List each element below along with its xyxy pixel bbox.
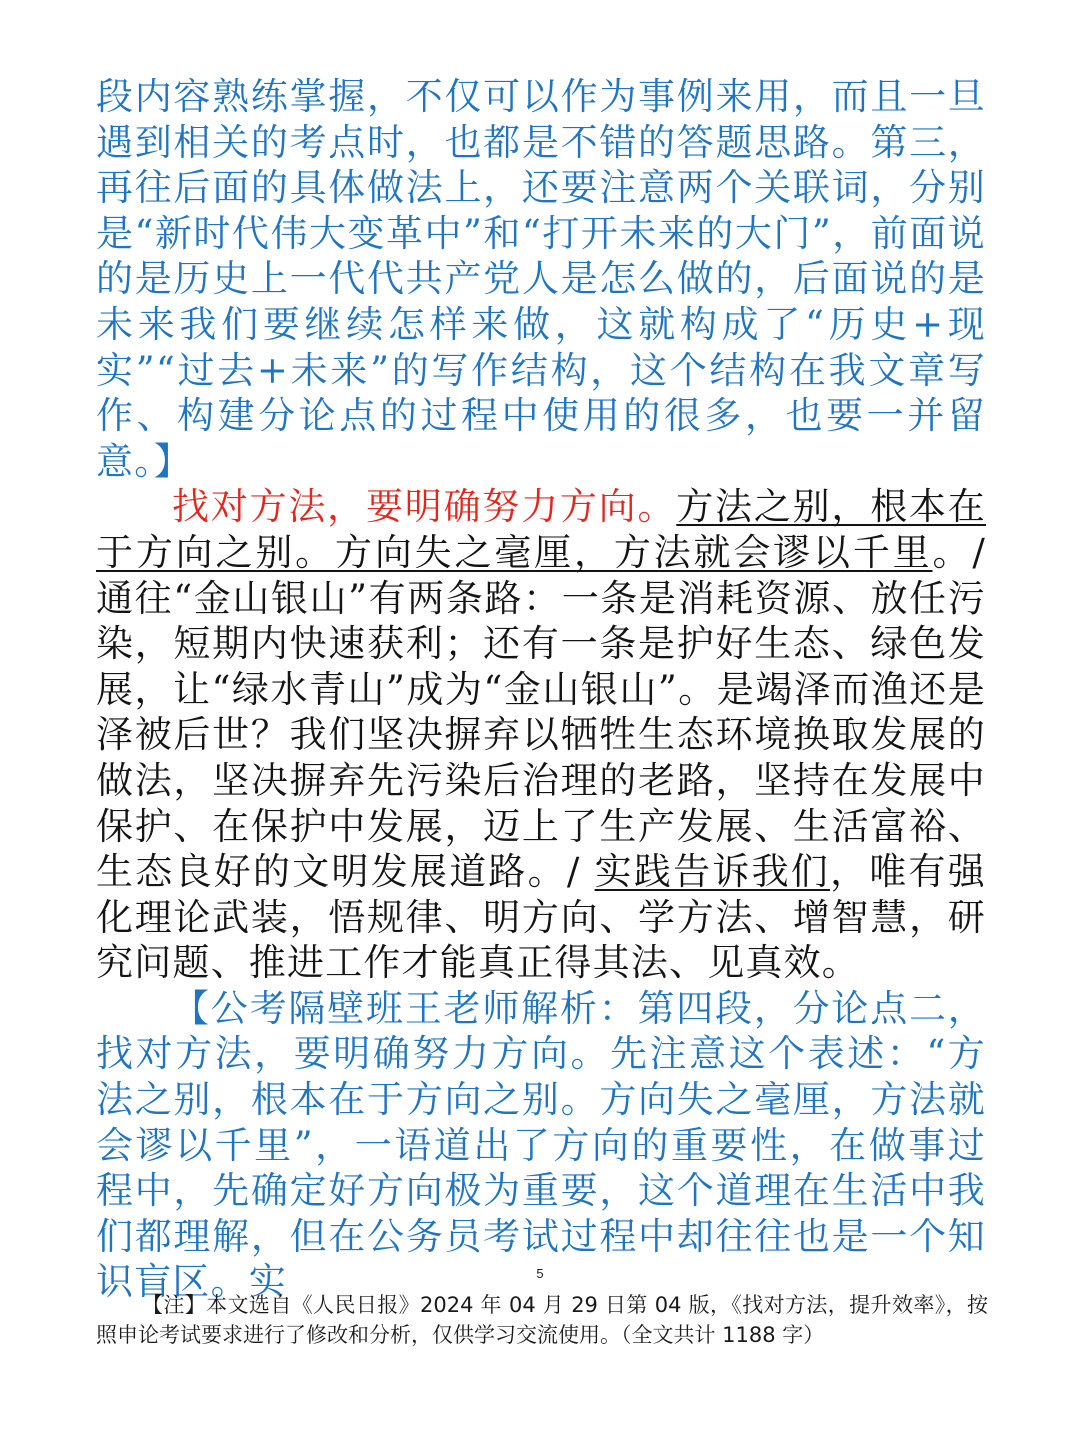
underlined-key-sentence: 方法之别，根本在于方向之别。方向失之毫厘，方法就会谬以千里	[96, 485, 986, 574]
body-paragraph	[96, 484, 986, 986]
body-text-ending: ，唯有强化理论武装，悟规律、明方向、学方法、增智慧，研究问题、推进工作才能真正得其法、见真效。	[96, 850, 986, 985]
section-heading: 找对方法，要明确努力方向。	[172, 485, 677, 529]
footnote: 【注】本文选自《人民日报》2024 年 04 月 29 日第 04 版，《找对方法，提升效率》，按照申论考试要求进行了修改和分析，仅供学习交流使用。（全文共计 1188 字）	[96, 1293, 988, 1347]
analysis-paragraph-continued: 段内容熟练掌握，不仅可以作为事例来用，而且一旦遇到相关的考点时，也都是不错的答题思路。第三，再往后面的具体做法上，还要注意两个关联词，分别是“新时代伟大变革中”和“打开未来的大门”，前面说的是历史上一代代共产党人是怎么做的，后面说的是未来我们要继续怎样来做，这就构成了“历史+现实”“过去+未来”的写作结构，这个结构在我文章写作、构建分论点的过程中使用的很多，也要一并留意。】	[96, 75, 986, 483]
page-number: 5	[536, 1266, 544, 1281]
analysis-paragraph: 【公考隔壁班王老师解析：第四段，分论点二，找对方法，要明确努力方向。先注意这个表述：“方法之别，根本在于方向之别。方向失之毫厘，方法就会谬以千里”，一语道出了方向的重要性，在做事过程中，先确定好方向极为重要，这个道理在生活中我们都理解，但在公务员考试过程中却往往也是一个知识盲区。实	[96, 986, 986, 1304]
body-text: 。/ 通往“金山银山”有两条路：一条是消耗资源、放任污染，短期内快速获利；还有一条是护好生态、绿色发展，让“绿水青山”成为“金山银山”。是竭泽而渔还是泽被后世？我们坚决摒弃以牺牲生态环境换取发展的做法，坚决摒弃先污染后治理的老路，坚持在发展中保护、在保护中发展，迈上了生产发展、生活富裕、生态良好的文明发展道路。/	[96, 530, 986, 894]
document-body	[96, 74, 986, 1305]
underlined-phrase: 实践告诉我们	[594, 850, 831, 894]
